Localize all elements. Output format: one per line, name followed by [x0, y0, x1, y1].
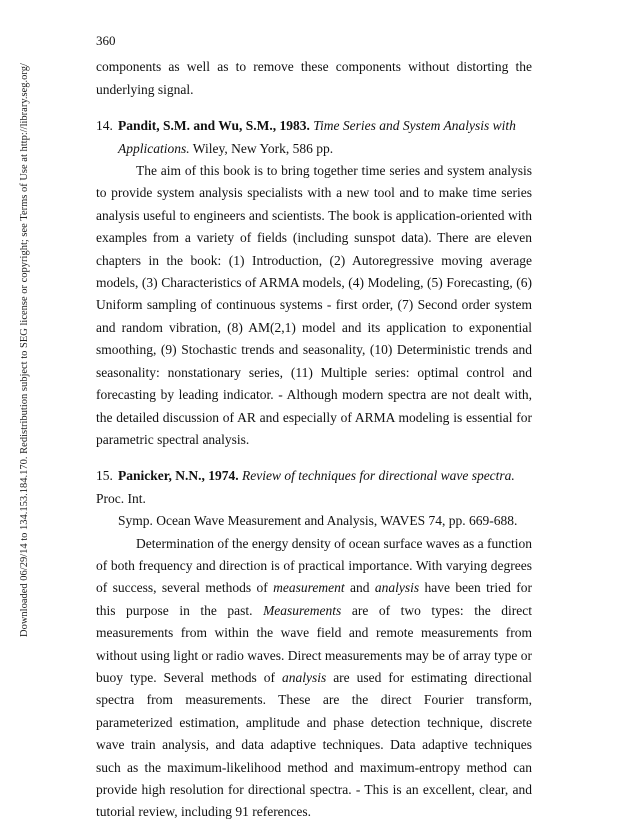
page-body — [96, 30, 532, 824]
reference-source-continued: Symp. Ocean Wave Measurement and Analysis, WAVES 74, pp. 669-688. — [118, 513, 518, 529]
abstract-emphasis: analysis — [281, 669, 327, 685]
reference-citation — [96, 465, 532, 510]
reference-authors: Pandit, S.M. and Wu, S.M., 1983. — [118, 118, 310, 134]
reference-citation-continued — [96, 138, 532, 160]
reference-abstract: The aim of this book is to bring together time series and system analysis to provide system analysis specialists with a new tool and to make time series analysis useful to engineers and scientists. The book is application-oriented with examples from a variety of fields (including sunspot data). There are eleven chapters in the book: (1) Introduction, (2) Autoregressive moving average models, (3) Characteristics of ARMA models, (4) Modeling, (5) Forecasting, (6) Uniform sampling of continuous systems - first order, (7) Second order system and random vibration, (8) AM(2,1) model and its application to exponential smoothing, (9) Stochastic trends and seasonality, (10) Deterministic trends and seasonality: nonstationary series, (11) Multiple series: optimal control and forecasting by leading indicator. - Although modern spectra are not dealt with, the detailed discussion of AR and especially of ARMA modeling is essential for parametric spectral analysis. — [96, 163, 532, 447]
reference-abstract — [96, 533, 532, 824]
reference-authors: Panicker, N.N., 1974. — [118, 468, 239, 484]
abstract-text: have been tried for this purpose in the past. — [96, 580, 533, 618]
abstract-text: are used for estimating directional spectra from measurements. These are the direct Fourier transform, parameterized estimation, amplitude and phase detection technique, discrete wave train analysis, and data adaptive techniques. Data adaptive techniques such as the maximum-likelihood method and maximum-entropy method can provide high resolution for directional spectra. - This is an excellent, clear, and tutorial review, including 91 references. — [96, 669, 533, 820]
reference-title: Time Series and System Analysis with — [313, 118, 516, 134]
reference-publisher: Wiley, New York, 586 pp. — [192, 140, 334, 156]
reference-citation — [96, 115, 532, 137]
reference-source: Proc. Int. — [96, 490, 146, 506]
abstract-text: Determination of the energy density of ocean surface waves as a function of both frequency and direction is of practical importance. With varying degrees of success, several methods of — [96, 535, 532, 596]
abstract-emphasis: measurement — [273, 580, 345, 596]
abstract-text: are of two types: the direct measurements from within the wave field and remote measurements from without using light or radio waves. Direct measurements may be of array type or buoy type. Several methods of — [96, 602, 532, 685]
reference-entry-14 — [96, 115, 532, 451]
reference-entry-15 — [96, 465, 532, 824]
intro-paragraph: components as well as to remove these components without distorting the underlying signal. — [96, 59, 532, 97]
abstract-emphasis: Measurements — [263, 602, 342, 618]
reference-number: 14. — [96, 118, 113, 134]
abstract-emphasis: analysis — [374, 580, 420, 596]
page-number: 360 — [96, 33, 116, 48]
reference-number: 15. — [96, 468, 113, 484]
abstract-text: and — [344, 580, 375, 596]
reference-title: Review of techniques for directional wave spectra. — [242, 468, 515, 484]
download-notice: Downloaded 06/29/14 to 134.153.184.170. Redistribution subject to SEG license or copyright; see Terms of Use at http://library.seg.org/ — [19, 63, 30, 637]
reference-title-continued: Applications. — [118, 140, 190, 156]
